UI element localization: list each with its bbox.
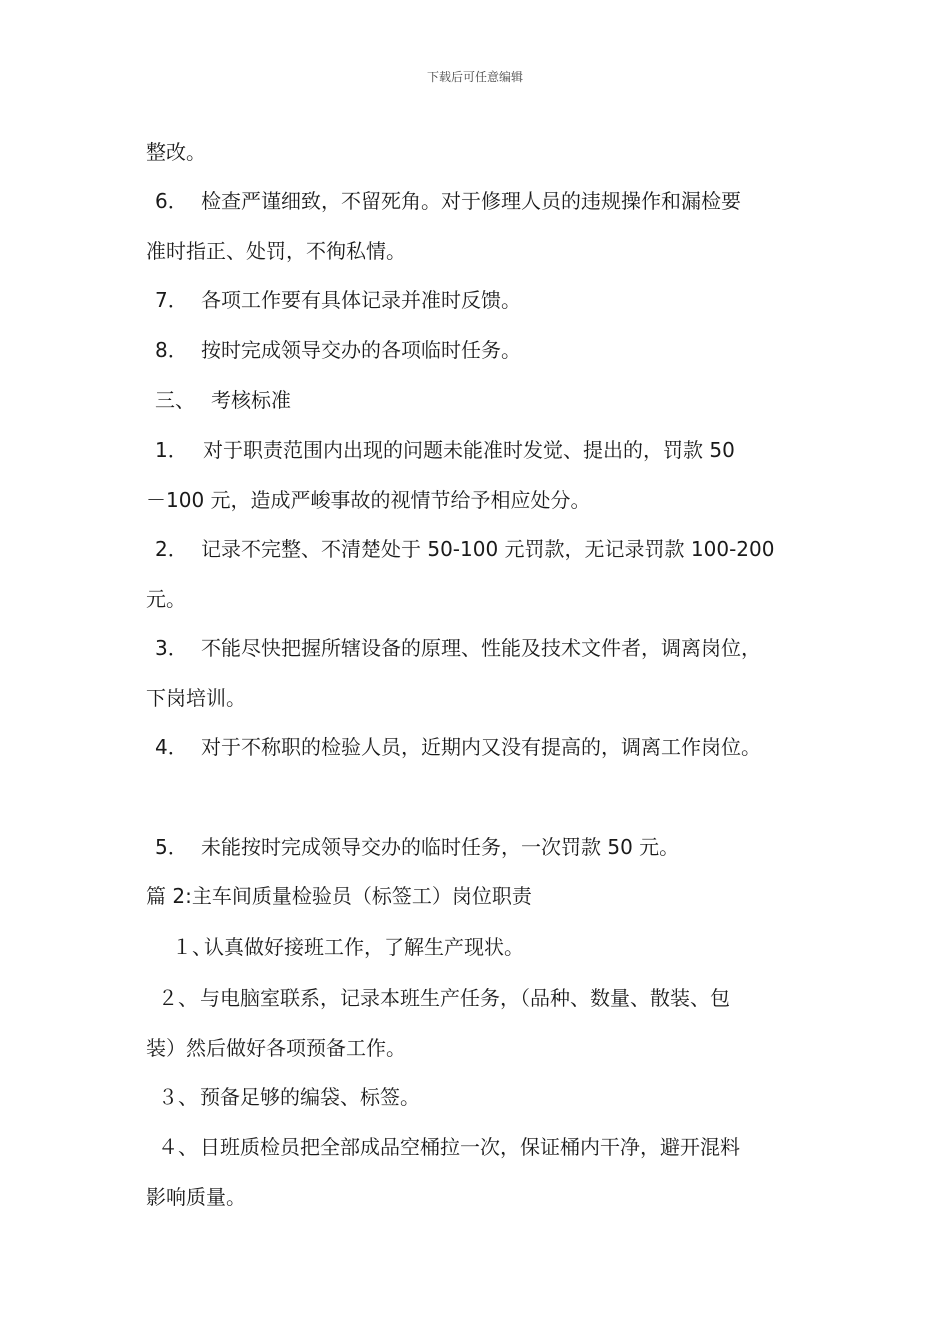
item-number: 4． <box>155 735 188 759</box>
list-item <box>155 734 761 760</box>
line-text: 各项工作要有具体记录并准时反馈。 <box>201 288 521 312</box>
item-number: 1． <box>155 438 188 462</box>
line-text: 对于职责范围内出现的问题未能准时发觉、提出的，罚款 50 <box>203 438 735 462</box>
text-line <box>146 139 206 165</box>
list-item <box>155 536 774 562</box>
line-text: 影响质量。 <box>146 1185 246 1209</box>
item-number: ２、 <box>158 986 198 1010</box>
line-text: 未能按时完成领导交办的临时任务，一次罚款 50 元。 <box>201 835 680 859</box>
text-line <box>146 1184 246 1210</box>
list-item <box>155 437 735 463</box>
list-item <box>155 337 521 363</box>
item-number: 6． <box>155 189 188 213</box>
line-text: 准时指正、处罚，不徇私情。 <box>146 239 406 263</box>
item-number: ３、 <box>158 1085 198 1109</box>
line-text: 篇 2:主车间质量检验员（标签工）岗位职责 <box>146 884 532 908</box>
line-text: 预备足够的编袋、标签。 <box>200 1085 420 1109</box>
text-line <box>146 238 406 264</box>
section-number: 三、 <box>155 388 195 412</box>
text-line <box>146 586 186 612</box>
item-number: １、 <box>172 935 212 959</box>
line-text: 对于不称职的检验人员，近期内又没有提高的，调离工作岗位。 <box>201 735 761 759</box>
list-item <box>158 1134 740 1160</box>
list-item <box>155 834 679 860</box>
line-text: 与电脑室联系，记录本班生产任务，（品种、数量、散装、包 <box>200 986 730 1010</box>
line-text: 日班质检员把全部成品空桶拉一次，保证桶内干净，避开混料 <box>200 1135 740 1159</box>
line-text: 不能尽快把握所辖设备的原理、性能及技术文件者，调离岗位， <box>201 636 761 660</box>
list-item <box>158 985 730 1011</box>
list-item <box>155 287 521 313</box>
item-number: 3． <box>155 636 188 660</box>
list-item <box>172 934 524 960</box>
line-text: 整改。 <box>146 140 206 164</box>
text-line <box>146 685 246 711</box>
list-item <box>155 188 741 214</box>
item-number: 7． <box>155 288 188 312</box>
line-text: 按时完成领导交办的各项临时任务。 <box>201 338 521 362</box>
item-number: ４、 <box>158 1135 198 1159</box>
line-text: 记录不完整、不清楚处于 50-100 元罚款，无记录罚款 100-200 <box>201 537 775 561</box>
text-line <box>146 1035 406 1061</box>
chapter-title <box>146 883 532 909</box>
section-title: 考核标准 <box>211 388 291 412</box>
list-item <box>158 1084 420 1110</box>
line-text: －100 元，造成严峻事故的视情节给予相应处分。 <box>146 488 591 512</box>
section-heading <box>155 387 291 413</box>
text-line <box>146 487 591 513</box>
line-text: 装）然后做好各项预备工作。 <box>146 1036 406 1060</box>
page-header: 下载后可任意编辑 <box>426 70 523 84</box>
line-text: 元。 <box>146 587 186 611</box>
item-number: 8． <box>155 338 188 362</box>
line-text: 检查严谨细致，不留死角。对于修理人员的违规操作和漏检要 <box>201 189 741 213</box>
line-text: 下岗培训。 <box>146 686 246 710</box>
item-number: 2． <box>155 537 188 561</box>
list-item <box>155 635 761 661</box>
line-text: 认真做好接班工作，了解生产现状。 <box>204 935 524 959</box>
item-number: 5． <box>155 835 188 859</box>
